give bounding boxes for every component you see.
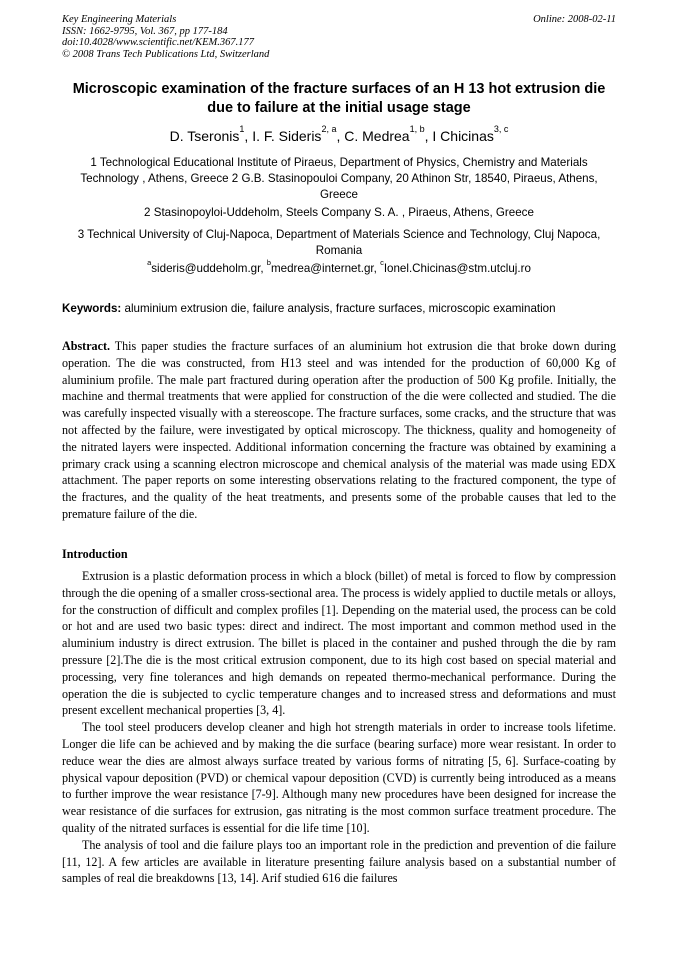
email-address[interactable]: medrea@internet.gr <box>270 262 374 275</box>
abstract <box>62 338 616 523</box>
keywords-text: aluminium extrusion die, failure analysis, fracture surfaces, microscopic examination <box>121 302 556 315</box>
journal-header <box>62 14 616 60</box>
author-separator: , <box>336 128 345 144</box>
email-mark: b <box>266 258 271 267</box>
author-separator: , <box>424 128 433 144</box>
keywords <box>62 301 616 317</box>
author-affiliation-mark: 3, c <box>493 124 509 134</box>
author-name: D. Tseronis <box>169 128 240 144</box>
paragraph: Extrusion is a plastic deformation process in which a block (billet) of metal is forced to flow by compression through the die opening of a smaller cross-sectional area. The process is widely applied to ductile metals or alloys, for the construction of difficult and complex profiles [1]. Depending on the material used, the process can be cold or hot and are used two basic types: direct and indirect. The most important and common method used in the aluminium industry is direct extrusion. The billet is placed in the container and pushed through the die by ram pressure [2].The die is the most critical extrusion component, due to its high cost based on special material and processing, very fine tolerances and high demands on repeated thermo-mechanical performance. During the operation the die is subjected to cyclic temperature changes and to increased stress and deformations and must present excellent mechanical properties [3, 4]. <box>62 569 616 718</box>
email-mark: c <box>380 258 384 267</box>
copyright-line: © 2008 Trans Tech Publications Ltd, Switzerland <box>62 48 270 60</box>
email-list <box>62 258 616 277</box>
affiliation-1: 1 Technological Educational Institute of Piraeus, Department of Physics, Chemistry and Materials Technology , Athens, Greece 2 G.B. Stasinopouloi Company, 20 Athinon Str, 18540, Piraeus, Athens, Greece <box>80 156 598 201</box>
email-address[interactable]: sideris@uddeholm.gr <box>151 262 261 275</box>
author-name: I. F. Sideris <box>252 128 322 144</box>
keywords-label: Keywords: <box>62 302 122 315</box>
online-date: Online: 2008-02-11 <box>533 14 616 25</box>
author-affiliation-mark: 2, a <box>321 124 337 134</box>
author-separator: , <box>244 128 253 144</box>
author-list <box>62 126 616 146</box>
abstract-label: Abstract. <box>62 339 111 353</box>
email-separator: , <box>373 262 381 275</box>
paragraph: The analysis of tool and die failure plays too an important role in the prediction and prevention of die failure [11, 12]. A few articles are available in literature presenting failure analysis based on a substantial number of samples of real die breakdowns [13, 14]. Arif studied 616 die failures <box>62 837 616 886</box>
author-name: I Chicinas <box>432 128 494 144</box>
author-affiliation-mark: 1, b <box>409 124 425 134</box>
introduction-body <box>62 568 616 887</box>
author-name: C. Medrea <box>344 128 410 144</box>
paragraph: The tool steel producers develop cleaner and high hot strength materials in order to increase tools lifetime. Longer die life can be achieved and by making the die surface (bearing surface) more wear resistant. In order to reduce wear the dies are almost always surface treated by various forms of nitrating [5, 6]. Surface-coating by physical vapour deposition (PVD) or chemical vapour deposition (CVD) is currently being introduced as a means to further improve the wear resistance [7-9]. Although many new procedures have been designed for increase the wear resistance of die surfaces for extrusion, gas nitrating is the most common surface treatment procedure. The quality of the nitrated surfaces is essential for die life time [10]. <box>62 720 616 835</box>
abstract-text: This paper studies the fracture surfaces of an aluminium hot extrusion die that broke down during operation. The die was constructed, from H13 steel and was intended for the production of 60,000 Kg of aluminium profile. The male part fractured during operation after the production of 500 Kg profile. Initially, the machine and thermal treatments that were applied for construction of the die were collected and studied. The die was carefully inspected visually with a stereoscope. The fracture surfaces, some cracks, and the structure that was not affected by the failure, were investigated by optical microscopy. The thickness, quality and homogeneity of the nitrated layers were inspected. Additional information concerning the fracture was obtained by examining a primary crack using a scanning electron microscope and chemical analysis of the material was made using EDX attachment. The paper reports on some interesting observations relating to the fractured component, the type of the fractures, and the quality of the heat treatments, and presents some of the probable causes that led to the premature failure of the die. <box>62 339 616 521</box>
affiliation-2: 2 Stasinopoyloi-Uddeholm, Steels Company S. A. , Piraeus, Athens, Greece <box>144 206 534 219</box>
section-heading-introduction: Introduction <box>62 547 128 561</box>
issn-line: ISSN: 1662-9795, Vol. 367, pp 177-184 <box>62 25 228 37</box>
email-address[interactable]: Ionel.Chicinas@stm.utcluj.ro <box>383 262 531 275</box>
journal-name: Key Engineering Materials <box>62 14 177 25</box>
author-affiliation-mark: 1 <box>239 124 245 134</box>
email-separator: , <box>260 262 267 275</box>
affiliation-3: 3 Technical University of Cluj-Napoca, Department of Materials Science and Technology, Cluj Napoca, Romania <box>77 228 601 257</box>
paper-title: Microscopic examination of the fracture surfaces of an H 13 hot extrusion die due to failure at the initial usage stage <box>72 81 606 116</box>
doi-line: doi:10.4028/www.scientific.net/KEM.367.177 <box>62 37 254 48</box>
email-mark: a <box>147 258 152 267</box>
